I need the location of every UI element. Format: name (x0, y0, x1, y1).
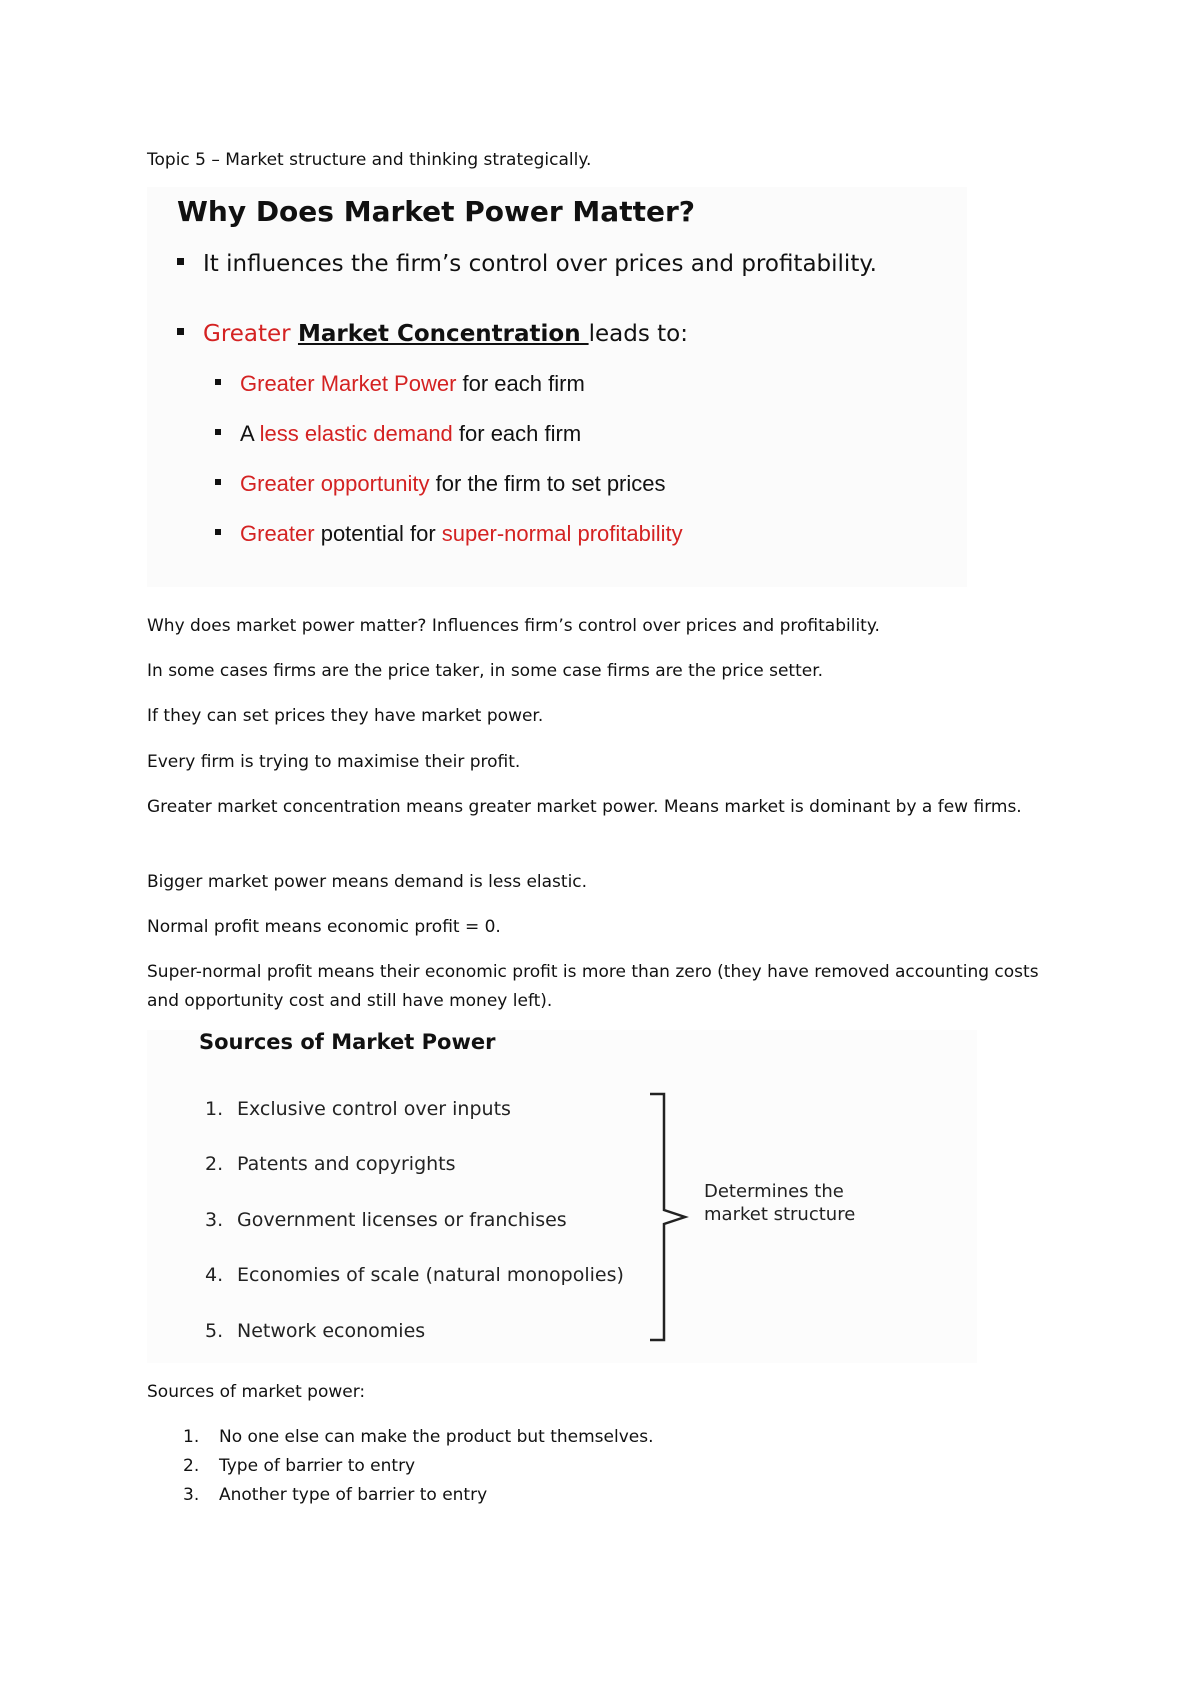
paragraph: Every firm is trying to maximise their profit. (147, 752, 521, 772)
paragraph: If they can set prices they have market power. (147, 706, 544, 726)
paragraph: Why does market power matter? Influences firm’s control over prices and profitability. (147, 616, 880, 636)
list-item: 2. Type of barrier to entry (183, 1456, 416, 1476)
bullet-square-icon (215, 379, 221, 385)
bullet-square-icon (215, 429, 221, 435)
slide-title: Why Does Market Power Matter? (177, 195, 695, 228)
slide-market-power-matter (147, 187, 967, 587)
bullet-square-icon (177, 258, 184, 265)
list-item: 5. Network economies (205, 1320, 426, 1342)
slide-sources-market-power (147, 1030, 977, 1363)
slide-title: Sources of Market Power (199, 1030, 496, 1054)
paragraph: Normal profit means economic profit = 0. (147, 917, 501, 937)
paragraph: Bigger market power means demand is less elastic. (147, 872, 588, 892)
paragraph: Greater market concentration means greater market power. Means market is dominant by a few firms. (147, 797, 1022, 817)
list-item: 3. Another type of barrier to entry (183, 1485, 488, 1505)
list-item: Greater potential for super-normal profitability (215, 521, 683, 571)
bullet-square-icon (215, 479, 221, 485)
numbered-list (147, 1423, 654, 1510)
list-item: A less elastic demand for each firm (215, 421, 683, 471)
bullet-square-icon (177, 328, 184, 335)
list-item: 4. Economies of scale (natural monopolies) (205, 1264, 624, 1286)
list-item: 2. Patents and copyrights (205, 1153, 456, 1175)
paragraph: In some cases firms are the price taker, in some case firms are the price setter. (147, 661, 824, 681)
list-item: 3. Government licenses or franchises (205, 1209, 567, 1231)
slide-bullet-2: Greater Market Concentration leads to: (177, 321, 688, 347)
slide-sub-list (215, 371, 683, 571)
list-item: 1. No one else can make the product but themselves. (183, 1427, 654, 1447)
paragraph: Super-normal profit means their economic profit is more than zero (they have removed accounting costs and opportunity cost and still have money left). (147, 962, 1039, 1011)
list-item: Greater Market Power for each firm (215, 371, 683, 421)
brace-annotation: Determines the market structure (704, 1181, 856, 1225)
topic-heading: Topic 5 – Market structure and thinking strategically. (147, 150, 592, 170)
right-brace-icon (647, 1092, 697, 1342)
slide-bullet-1: It influences the firm’s control over prices and profitability. (177, 251, 877, 277)
list-item: 1. Exclusive control over inputs (205, 1098, 511, 1120)
section-heading: Sources of market power: (147, 1382, 366, 1402)
list-item: Greater opportunity for the firm to set prices (215, 471, 683, 521)
bullet-square-icon (215, 529, 221, 535)
